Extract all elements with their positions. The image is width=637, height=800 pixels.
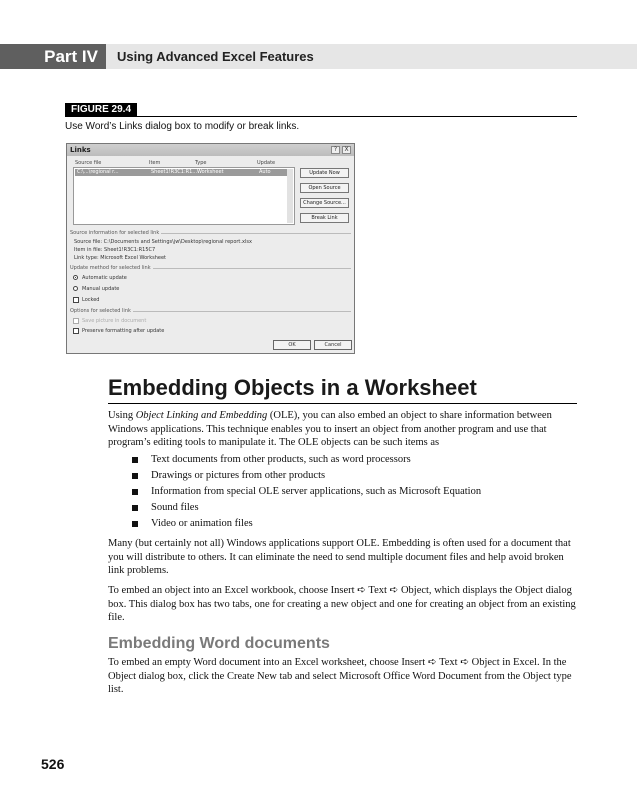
row-update: Auto [259,169,271,175]
ok-button[interactable]: OK [273,340,311,350]
list-item-text: Information from special OLE server applications, such as Microsoft Equation [151,486,482,497]
automatic-update-radio[interactable] [73,275,78,280]
preserve-formatting-checkbox[interactable] [73,328,79,334]
column-header-source[interactable]: Source file [75,160,102,166]
list-item [108,452,578,468]
dialog-titlebar [67,144,354,156]
row-item: Sheet1!R3C1:R1... [151,169,198,175]
list-scrollbar[interactable] [287,169,293,223]
list-item [108,468,578,484]
bullet-icon [132,457,138,463]
row-type: Worksheet [197,169,224,175]
column-header-update[interactable]: Update [257,160,276,166]
section-heading-rule [108,403,577,404]
links-list[interactable] [73,167,295,225]
list-item-text: Sound files [151,502,199,513]
bullet-icon [132,473,138,479]
close-icon[interactable]: X [342,146,351,154]
automatic-update-label: Automatic update [82,275,127,281]
item-label: Item in file: [74,247,103,253]
ole-support-paragraph: Many (but certainly not all) Windows applications support OLE. Embedding is often used for a document that you will distribute to others. It can eliminate the need to send multiple document files and help avoid broken link problems. [108,538,571,576]
intro-italic: Object Linking and Embedding [135,410,268,421]
locked-label: Locked [82,297,100,303]
list-item [108,484,578,500]
embed-word-paragraph: To embed an empty Word document into an Excel worksheet, choose Insert ➪ Text ➪ Object in Excel. In the Object dialog box, click the Create New tab and select Microsoft Office Word Document from the Object type list. [108,657,572,695]
section-heading: Embedding Objects in a Worksheet [108,375,477,400]
save-picture-label: Save picture in document [82,318,147,324]
list-item-text: Video or animation files [151,518,253,529]
intro-text-1: Using [108,410,136,421]
help-icon[interactable]: ? [331,146,340,154]
link-type-label: Link type: [74,255,99,261]
update-section-label: Update method for selected link [70,265,151,271]
ole-object-list [108,452,578,532]
cancel-button[interactable]: Cancel [314,340,352,350]
dialog-title: Links [70,146,91,154]
intro-paragraph [108,409,578,450]
list-item-text: Text documents from other products, such as word processors [151,454,411,465]
source-file-row [74,239,252,245]
open-source-button[interactable]: Open Source [300,183,349,193]
column-header-type[interactable]: Type [195,160,207,166]
manual-update-label: Manual update [82,286,120,292]
options-section-label: Options for selected link [70,308,131,314]
source-section-label: Source information for selected link [70,230,160,236]
intro-text-2: (OLE), you can also embed an object to share information between Windows applications. This technique enables you to insert an object from another program and use that program’s editing tools to manipulate it. The OLE objects can be such items as [108,410,552,448]
source-file-label: Source file: [74,239,103,245]
manual-update-radio[interactable] [73,286,78,291]
column-header-item[interactable]: Item [149,160,161,166]
page-header [0,44,637,69]
item-value: Sheet1!R3C1:R15C7 [104,247,156,253]
list-item-text: Drawings or pictures from other products [151,470,326,481]
locked-checkbox[interactable] [73,297,79,303]
item-row [74,247,155,253]
links-list-row[interactable] [75,169,287,176]
list-item [108,500,578,516]
figure-rule [65,116,577,117]
links-dialog [66,143,355,354]
change-source-button[interactable]: Change Source... [300,198,349,208]
link-type-value: Microsoft Excel Worksheet [100,255,167,261]
update-now-button[interactable]: Update Now [300,168,349,178]
break-link-button[interactable]: Break Link [300,213,349,223]
bullet-icon [132,489,138,495]
bullet-icon [132,505,138,511]
embed-object-paragraph: To embed an object into an Excel workbook, choose Insert ➪ Text ➪ Object, which displays the Object dialog box. This dialog box has two tabs, one for creating a new object and one for creating an object from an existing file. [108,585,576,623]
bullet-icon [132,521,138,527]
part-label: Part IV [0,44,106,69]
figure-caption: Use Word’s Links dialog box to modify or break links. [65,121,300,132]
save-picture-checkbox[interactable] [73,318,79,324]
chapter-title: Using Advanced Excel Features [117,49,314,64]
list-item [108,516,578,532]
link-type-row [74,255,166,261]
preserve-formatting-label: Preserve formatting after update [82,328,165,334]
subsection-heading: Embedding Word documents [108,635,330,652]
page-number: 526 [41,756,65,772]
row-source: C:\...\regional r... [77,169,119,175]
source-file-value: C:\Documents and Settings\jw\Desktop\regional report.xlsx [103,239,252,245]
figure-label: FIGURE 29.4 [65,103,137,117]
